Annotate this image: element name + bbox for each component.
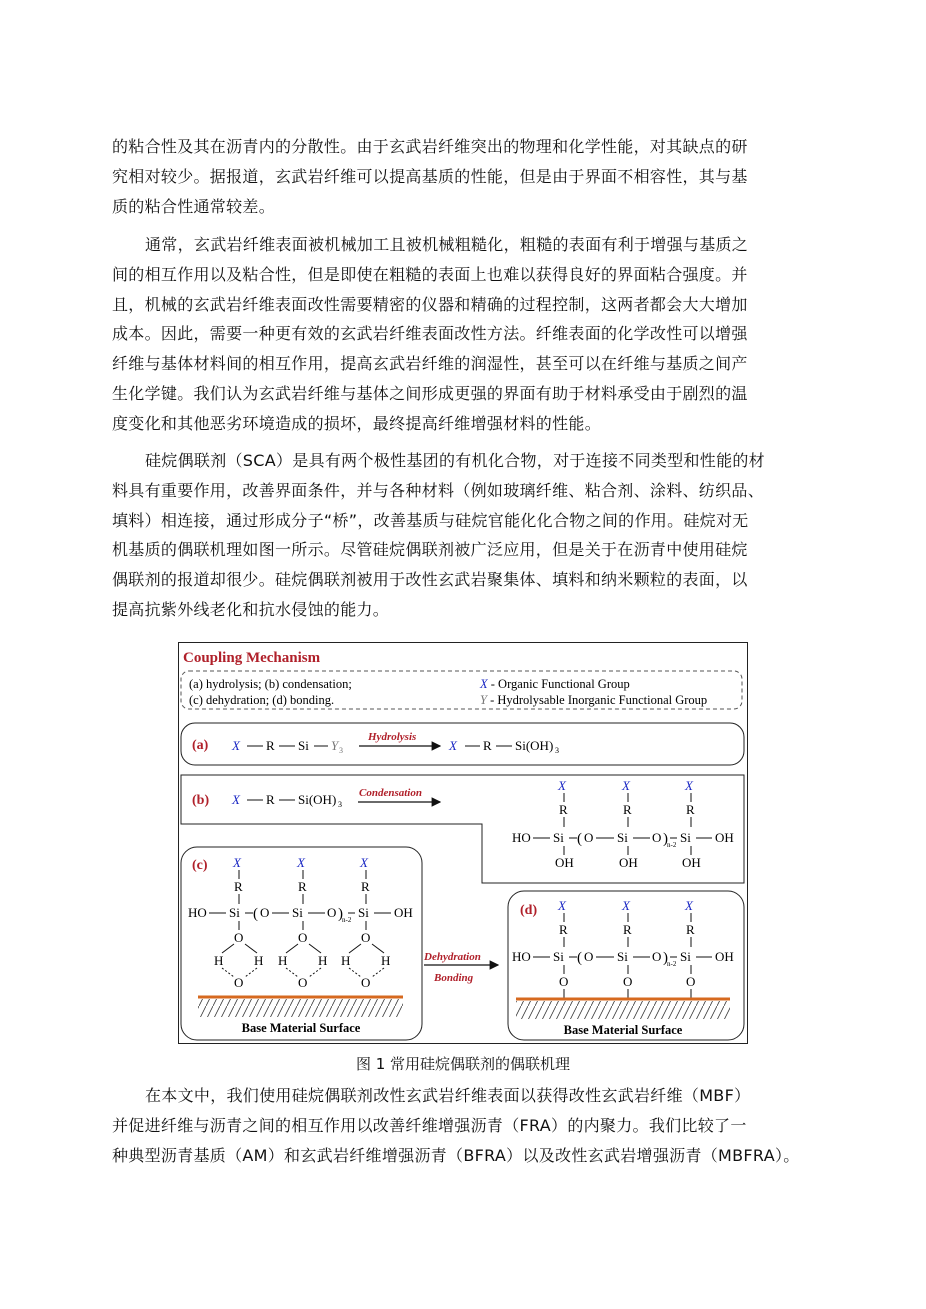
text-line: 机基质的偶联机理如图一所示。尽管硅烷偶联剂被广泛应用，但是关于在沥青中使用硅烷	[112, 540, 748, 560]
svg-text:Si(OH): Si(OH)	[298, 792, 337, 807]
svg-text:(: (	[577, 831, 582, 847]
svg-text:R: R	[266, 738, 275, 753]
dehydration-label: Dehydration	[424, 951, 481, 963]
label-b: (b)	[192, 793, 210, 808]
text-line: 硅烷偶联剂（SCA）是具有两个极性基团的有机化合物，对于连接不同类型和性能的材	[145, 451, 765, 470]
svg-text:Si: Si	[229, 905, 240, 920]
svg-text:H: H	[254, 953, 264, 968]
svg-text:): )	[663, 950, 668, 966]
legend-y	[480, 693, 707, 707]
svg-text:R: R	[686, 802, 695, 817]
figure-caption: 图 1 常用硅烷偶联剂的偶联机理	[355, 1055, 571, 1073]
svg-text:R: R	[686, 922, 695, 937]
text-line: 提高抗紫外线老化和抗水侵蚀的能力。	[112, 599, 390, 619]
svg-text:OH: OH	[715, 830, 734, 845]
svg-text:Si: Si	[617, 949, 628, 964]
base-surface-hatch-c	[198, 999, 403, 1017]
base-surface-label-c: Base Material Surface	[241, 1021, 361, 1035]
svg-text:n-2: n-2	[342, 916, 352, 924]
svg-text:HO: HO	[512, 949, 531, 964]
svg-text:(: (	[253, 906, 258, 922]
text-line: 纤维与基体材料间的相互作用，提高玄武岩纤维的润湿性，甚至可以在纤维与基质之间产	[112, 354, 748, 374]
text-line: 种典型沥青基质（AM）和玄武岩纤维增强沥青（BFRA）以及改性玄武岩增强沥青（MBFRA）。	[112, 1145, 800, 1165]
svg-text:OH: OH	[619, 855, 638, 870]
svg-text:HO: HO	[188, 905, 207, 920]
text-line: 填料）相连接，通过形成分子“桥”，改善基质与硅烷官能化化合物之间的作用。硅烷对无	[112, 510, 749, 530]
svg-text:Si: Si	[358, 905, 369, 920]
svg-text:X: X	[685, 898, 693, 913]
svg-text:O: O	[234, 930, 244, 945]
svg-text:X: X	[232, 792, 240, 807]
svg-text:H: H	[381, 953, 391, 968]
paragraph-2	[112, 230, 838, 439]
svg-text:Si(OH): Si(OH)	[515, 738, 554, 753]
svg-text:H: H	[318, 953, 328, 968]
svg-text:OH: OH	[555, 855, 574, 870]
svg-text:O: O	[652, 949, 662, 964]
text-line: 度变化和其他恶劣环境造成的损坏，最终提高纤维增强材料的性能。	[112, 413, 602, 433]
text-line: 偶联剂的报道却很少。硅烷偶联剂被用于改性玄武岩聚集体、填料和纳米颗粒的表面，以	[112, 570, 748, 590]
svg-text:O: O	[584, 949, 594, 964]
svg-text:HO: HO	[512, 830, 531, 845]
legend-y-text: - Hydrolysable Inorganic Functional Group	[486, 693, 708, 707]
svg-text:n-2: n-2	[667, 960, 677, 968]
svg-text:R: R	[559, 922, 568, 937]
svg-text:H: H	[214, 953, 224, 968]
figure-title: Coupling Mechanism	[183, 650, 321, 666]
svg-text:n-2: n-2	[667, 841, 677, 849]
svg-text:OH: OH	[715, 949, 734, 964]
svg-text:O: O	[327, 905, 337, 920]
text-line: 在本文中，我们使用硅烷偶联剂改性玄武岩纤维表面以获得改性玄武岩纤维（MBF）	[145, 1086, 751, 1105]
svg-text:O: O	[298, 975, 308, 990]
svg-text:O: O	[652, 830, 662, 845]
text-line: 料具有重要作用，改善界面条件，并与各种材料（例如玻璃纤维、粘合剂、涂料、纺织品、	[112, 480, 765, 500]
svg-text:O: O	[260, 905, 270, 920]
label-d: (d)	[520, 903, 538, 918]
svg-text:O: O	[686, 974, 696, 989]
text-line: 间的相互作用以及粘合性，但是即使在粗糙的表面上也难以获得良好的界面粘合强度。并	[112, 264, 748, 284]
base-surface-hatch-d	[516, 1001, 730, 1019]
svg-text:R: R	[623, 802, 632, 817]
legend-x-text: - Organic Functional Group	[487, 677, 630, 691]
paragraph-1	[112, 132, 838, 221]
base-surface-label-d: Base Material Surface	[563, 1023, 683, 1037]
svg-text:R: R	[298, 879, 307, 894]
text-line: 质的粘合性通常较差。	[112, 196, 276, 216]
svg-text:R: R	[234, 879, 243, 894]
svg-text:O: O	[623, 974, 633, 989]
coupling-mechanism-figure	[178, 642, 748, 1044]
text-line: 且，机械的玄武岩纤维表面改性需要精密的仪器和精确的过程控制，这两者都会大大增加	[112, 294, 748, 314]
condensation-label: Condensation	[359, 787, 422, 799]
svg-text:O: O	[234, 975, 244, 990]
svg-text:X: X	[558, 898, 566, 913]
svg-text:Si: Si	[617, 830, 628, 845]
text-line: 成本。因此，需要一种更有效的玄武岩纤维表面改性方法。纤维表面的化学改性可以增强	[112, 324, 748, 344]
svg-text:Si: Si	[553, 949, 564, 964]
label-c: (c)	[192, 858, 208, 873]
svg-text:Si: Si	[298, 738, 309, 753]
y-symbol: Y	[480, 693, 487, 707]
svg-text:X: X	[622, 898, 630, 913]
svg-text:R: R	[266, 792, 275, 807]
legend-x	[479, 677, 630, 691]
svg-text:X: X	[558, 778, 566, 793]
svg-text:O: O	[559, 974, 569, 989]
svg-text:O: O	[361, 975, 371, 990]
paragraph-4	[112, 1081, 838, 1170]
svg-text:Y: Y	[331, 738, 339, 753]
legend-line-2: (c) dehydration; (d) bonding.	[189, 693, 335, 707]
paragraph-3	[112, 446, 838, 625]
svg-text:X: X	[232, 738, 240, 753]
hydrolysis-label: Hydrolysis	[368, 731, 417, 743]
svg-text:X: X	[449, 738, 457, 753]
svg-text:O: O	[361, 930, 371, 945]
svg-text:X: X	[233, 855, 241, 870]
legend-line-1: (a) hydrolysis; (b) condensation;	[189, 677, 352, 691]
svg-text:O: O	[584, 830, 594, 845]
svg-text:R: R	[483, 738, 492, 753]
svg-text:R: R	[361, 879, 370, 894]
x-symbol: X	[480, 677, 488, 691]
text-line: 并促进纤维与沥青之间的相互作用以改善纤维增强沥青（FRA）的内聚力。我们比较了一	[112, 1115, 747, 1135]
svg-text:O: O	[298, 930, 308, 945]
svg-text:3: 3	[338, 800, 342, 809]
svg-text:H: H	[278, 953, 288, 968]
svg-text:OH: OH	[682, 855, 701, 870]
svg-text:): )	[338, 906, 343, 922]
svg-text:X: X	[297, 855, 305, 870]
label-a: (a)	[192, 738, 209, 753]
svg-text:3: 3	[339, 746, 343, 755]
svg-text:R: R	[623, 922, 632, 937]
svg-text:): )	[663, 831, 668, 847]
svg-text:3: 3	[555, 746, 559, 755]
coupling-mechanism-diagram	[178, 642, 748, 1044]
text-line: 通常，玄武岩纤维表面被机械加工且被机械粗糙化，粗糙的表面有利于增强与基质之	[145, 235, 749, 254]
svg-text:X: X	[685, 778, 693, 793]
svg-text:Si: Si	[553, 830, 564, 845]
svg-text:X: X	[622, 778, 630, 793]
bonding-label: Bonding	[434, 972, 474, 984]
svg-text:Si: Si	[292, 905, 303, 920]
svg-text:X: X	[360, 855, 368, 870]
svg-text:R: R	[559, 802, 568, 817]
svg-text:(: (	[577, 950, 582, 966]
svg-text:H: H	[341, 953, 351, 968]
text-line: 的粘合性及其在沥青内的分散性。由于玄武岩纤维突出的物理和化学性能，对其缺点的研	[112, 137, 748, 156]
text-line: 究相对较少。据报道，玄武岩纤维可以提高基质的性能，但是由于界面不相容性，其与基	[112, 166, 748, 186]
svg-text:OH: OH	[394, 905, 413, 920]
svg-text:Si: Si	[680, 949, 691, 964]
svg-text:Si: Si	[680, 830, 691, 845]
text-line: 生化学键。我们认为玄武岩纤维与基体之间形成更强的界面有助于材料承受由于剧烈的温	[112, 383, 748, 403]
